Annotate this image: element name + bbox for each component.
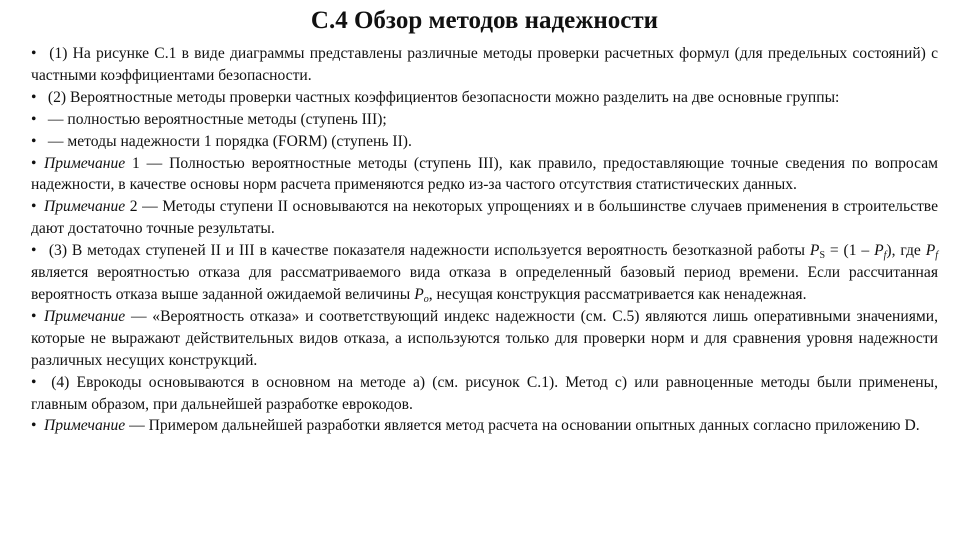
- subscript: f: [935, 250, 938, 262]
- subscript: o: [423, 293, 429, 305]
- item-text: — полностью вероятностные методы (ступень III);: [44, 110, 387, 128]
- item-text: — Примером дальнейшей разработки является метод расчета на основании опытных данных согласно приложению D.: [125, 417, 920, 435]
- note-label: Примечание: [44, 307, 126, 325]
- list-item: [31, 87, 938, 109]
- bullet-list: [31, 43, 938, 437]
- item-text: 2 — Методы ступени II основываются на некоторых упрощениях и в большинстве случаев применения в строительстве дают достаточно точные результаты.: [31, 198, 938, 238]
- bullet-icon: •: [31, 88, 37, 106]
- bullet-icon: •: [31, 373, 37, 391]
- symbol-p: P: [809, 242, 820, 260]
- subscript: S: [819, 250, 825, 262]
- bullet-icon: •: [31, 242, 37, 260]
- symbol-p: P: [414, 285, 424, 303]
- item-text: (4) Еврокоды основываются в основном на методе а) (см. рисунок С.1). Метод с) или равноценные методы были применены, главным образом, при дальнейшей разработке еврокодов.: [31, 373, 938, 413]
- item-text-part: (3) В методах ступеней II и III в качестве показателя надежности используется вероятность безотказной работы: [44, 242, 810, 260]
- bullet-icon: •: [31, 45, 37, 62]
- bullet-icon: •: [31, 198, 37, 216]
- item-text-part: является вероятностью отказа для рассматриваемого вида отказа в определенный базовый период времени. Если рассчитанная вероятность отказа выше заданной ожидаемой величины: [31, 264, 938, 303]
- note-item: [31, 306, 938, 372]
- item-text: — методы надежности 1 порядка (FORM) (ступень II).: [44, 132, 412, 150]
- item-text-part: , несущая конструкция рассматривается как ненадежная.: [428, 285, 807, 303]
- note-item: [31, 415, 938, 437]
- note-label: Примечание: [44, 154, 126, 172]
- list-item: [31, 131, 938, 153]
- item-text-part: = (1 –: [825, 242, 875, 260]
- item-text: — «Вероятность отказа» и соответствующий индекс надежности (см. С.5) являются лишь оперативными значениями, которые не выражают действительных видов отказа, а используются только для проверки норм и для сравнения уровня надежности различных несущих конструкций.: [31, 307, 938, 369]
- symbol-p: P: [874, 242, 884, 260]
- item-text: (2) Вероятностные методы проверки частных коэффициентов безопасности можно разделить на две основные группы:: [44, 88, 840, 106]
- list-item: [31, 43, 938, 87]
- note-item: [31, 196, 938, 240]
- list-item: [31, 109, 938, 131]
- bullet-icon: •: [31, 307, 37, 325]
- list-item: [31, 240, 938, 306]
- symbol-p: P: [925, 242, 936, 260]
- page-title: С.4 Обзор методов надежности: [310, 7, 659, 34]
- item-text: (1) На рисунке С.1 в виде диаграммы представлены различные методы проверки расчетных формул (для предельных состояний) с частными коэффициентами безопасности.: [31, 45, 938, 84]
- item-text-part: ), где: [886, 242, 926, 260]
- note-label: Примечание: [44, 417, 126, 435]
- note-label: Примечание: [44, 198, 126, 216]
- list-item: [31, 372, 938, 416]
- bullet-icon: •: [31, 132, 37, 150]
- bullet-icon: •: [31, 417, 37, 435]
- bullet-icon: •: [31, 154, 37, 172]
- bullet-icon: •: [31, 110, 37, 128]
- item-text: 1 — Полностью вероятностные методы (ступень III), как правило, предоставляющие точные сведения по вопросам надежности, в качестве основы норм расчета применяются редко из-за частого отсутствия статистических данных.: [31, 154, 938, 194]
- subscript: f: [883, 250, 887, 262]
- note-item: [31, 153, 938, 197]
